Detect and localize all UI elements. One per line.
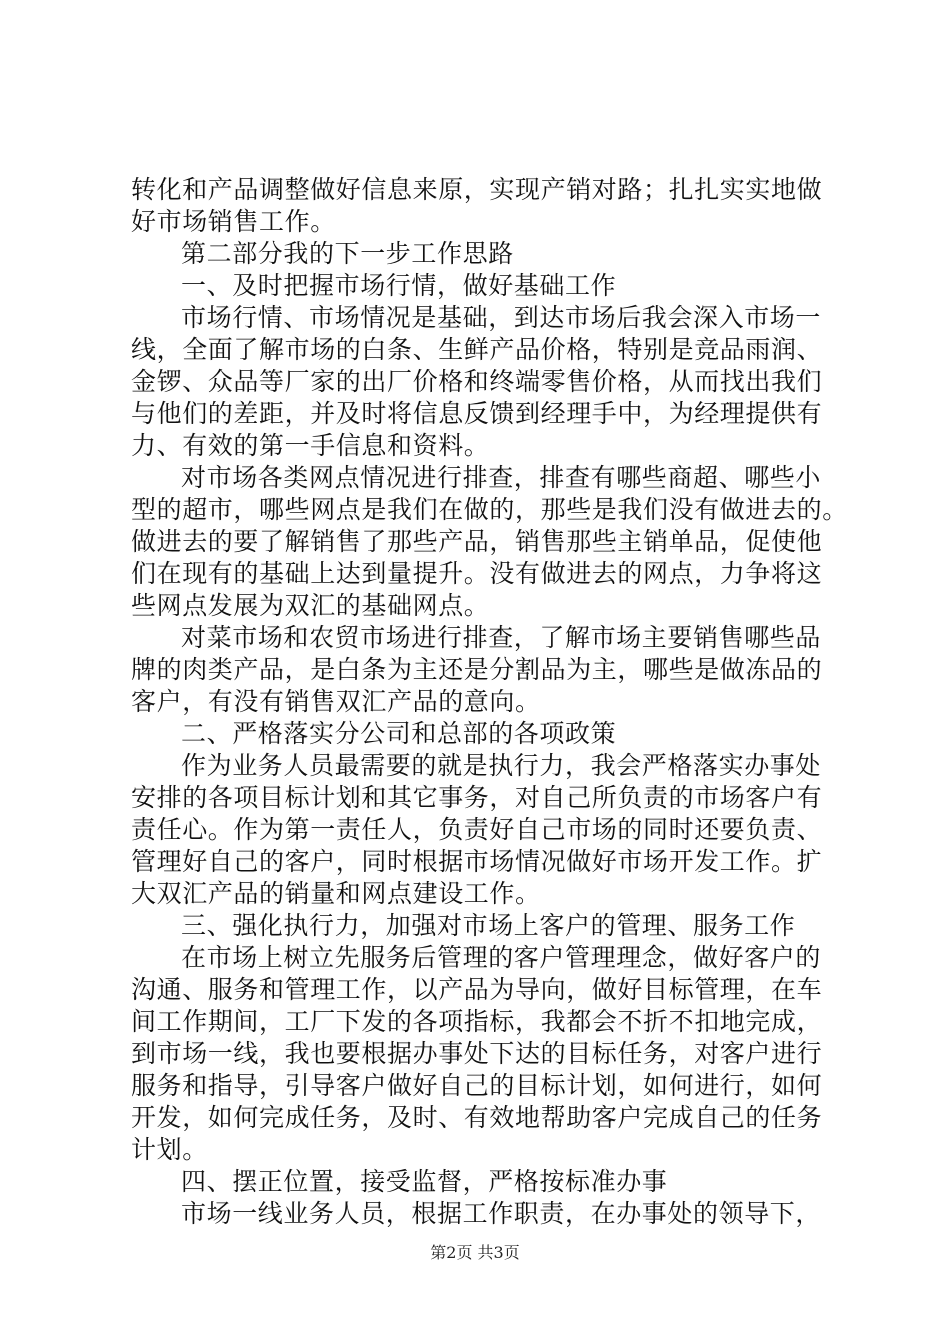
text-line: 些网点发展为双汇的基础网点。 bbox=[131, 591, 490, 620]
text-line: 客户，有没有销售双汇产品的意向。 bbox=[131, 687, 541, 716]
subsection-heading: 三、强化执行力，加强对市场上客户的管理、服务工作 bbox=[181, 911, 796, 940]
text-line: 安排的各项目标计划和其它事务，对自己所负责的市场客户有 bbox=[131, 783, 823, 812]
text-line: 大双汇产品的销量和网点建设工作。 bbox=[131, 879, 541, 908]
paragraph-first-line: 市场一线业务人员，根据工作职责，在办事处的领导下， bbox=[181, 1199, 822, 1228]
text-line: 们在现有的基础上达到量提升。没有做进去的网点，力争将这 bbox=[131, 559, 823, 588]
subsection-heading: 二、严格落实分公司和总部的各项政策 bbox=[181, 719, 617, 748]
text-line: 型的超市，哪些网点是我们在做的，那些是我们没有做进去的。 bbox=[131, 495, 848, 524]
page-number-label: 第2页 共3页 bbox=[430, 1243, 520, 1262]
text-line: 管理好自己的客户，同时根据市场情况做好市场开发工作。扩 bbox=[131, 847, 823, 876]
text-line: 计划。 bbox=[131, 1135, 208, 1164]
text-line: 沟通、服务和管理工作，以产品为导向，做好目标管理，在车 bbox=[131, 975, 823, 1004]
text-line: 线，全面了解市场的白条、生鲜产品价格，特别是竞品雨润、 bbox=[131, 335, 823, 364]
paragraph-first-line: 对市场各类网点情况进行排查，排查有哪些商超、哪些小 bbox=[181, 463, 822, 492]
paragraph-first-line: 作为业务人员最需要的就是执行力，我会严格落实办事处 bbox=[181, 751, 822, 780]
text-line: 金锣、众品等厂家的出厂价格和终端零售价格，从而找出我们 bbox=[131, 367, 823, 396]
text-line: 做进去的要了解销售了那些产品，销售那些主销单品，促使他 bbox=[131, 527, 823, 556]
text-line: 转化和产品调整做好信息来原，实现产销对路；扎扎实实地做 bbox=[131, 175, 823, 204]
paragraph-first-line: 对菜市场和农贸市场进行排查，了解市场主要销售哪些品 bbox=[181, 623, 822, 652]
document-body bbox=[131, 174, 848, 1230]
paragraph-first-line: 在市场上树立先服务后管理的客户管理理念，做好客户的 bbox=[181, 943, 822, 972]
text-line: 服务和指导，引导客户做好自己的目标计划，如何进行，如何 bbox=[131, 1071, 823, 1100]
section-heading: 第二部分我的下一步工作思路 bbox=[181, 239, 514, 268]
text-line: 开发，如何完成任务，及时、有效地帮助客户完成自己的任务 bbox=[131, 1103, 823, 1132]
text-line: 到市场一线，我也要根据办事处下达的目标任务，对客户进行 bbox=[131, 1039, 823, 1068]
subsection-heading: 一、及时把握市场行情，做好基础工作 bbox=[181, 271, 617, 300]
text-line: 力、有效的第一手信息和资料。 bbox=[131, 431, 490, 460]
text-line: 与他们的差距，并及时将信息反馈到经理手中，为经理提供有 bbox=[131, 399, 823, 428]
text-line: 间工作期间，工厂下发的各项指标，我都会不折不扣地完成， bbox=[131, 1007, 823, 1036]
paragraph-first-line: 市场行情、市场情况是基础，到达市场后我会深入市场一 bbox=[181, 303, 822, 332]
text-line: 牌的肉类产品，是白条为主还是分割品为主，哪些是做冻品的 bbox=[131, 655, 823, 684]
page-footer bbox=[0, 1242, 950, 1264]
text-line: 责任心。作为第一责任人，负责好自己市场的同时还要负责、 bbox=[131, 815, 823, 844]
subsection-heading: 四、摆正位置，接受监督，严格按标准办事 bbox=[181, 1167, 668, 1196]
text-line: 好市场销售工作。 bbox=[131, 207, 336, 236]
